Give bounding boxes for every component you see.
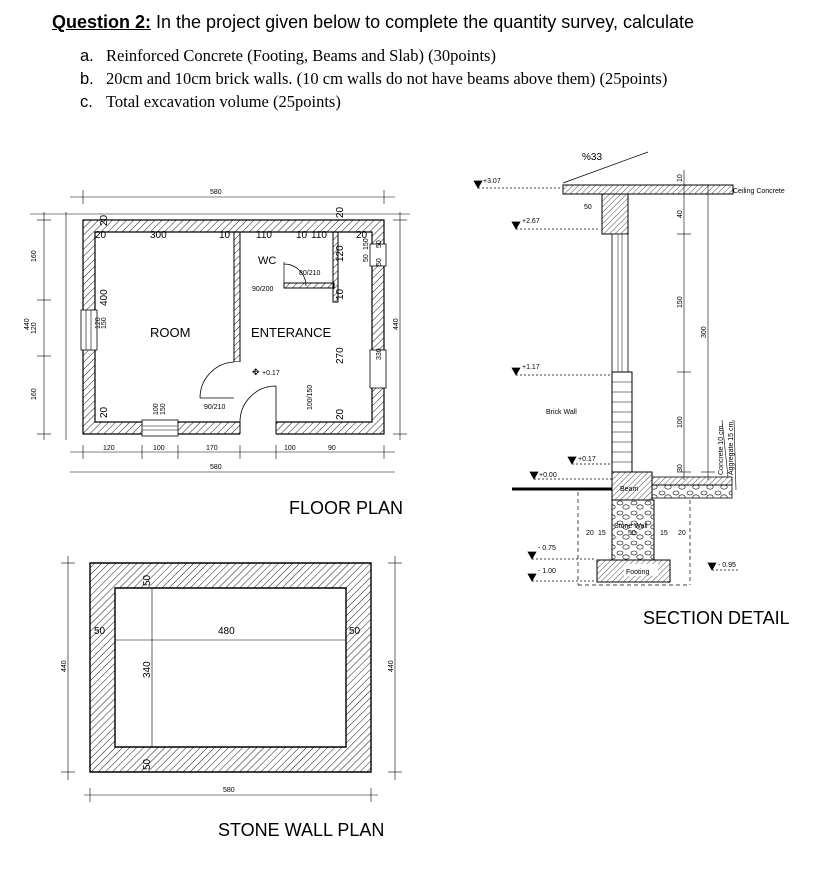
footing-label: Footing (626, 569, 650, 576)
dim-right-total: 440 (393, 318, 400, 330)
section-detail (474, 152, 790, 628)
ceiling-label: Ceiling Concrete (733, 188, 785, 195)
sec-dim-15b: 15 (660, 530, 668, 537)
wall-window (612, 234, 628, 372)
room-door-opening (233, 362, 241, 398)
stone-outer-h-right: 440 (388, 660, 395, 672)
sec-dim-50b: 50 (628, 530, 636, 537)
aggregate-label: Aggregate 15 cm. (728, 419, 735, 475)
left-window-sill: 150 (101, 317, 108, 329)
top-beam (602, 194, 628, 234)
dim-top-20b: 20 (356, 230, 368, 241)
stone-wall-plan (61, 556, 402, 840)
level-marker-icon: ✥ (252, 367, 260, 377)
floor-plan-title: FLOOR PLAN (289, 498, 404, 518)
sec-dim-20a: 20 (586, 530, 594, 537)
dim-inner-right-20b: 20 (335, 206, 346, 218)
brick-wall-label: Brick Wall (546, 409, 577, 416)
concrete-label: Concrete 10 cm. (718, 423, 725, 475)
text-c: Total excavation volume (25points) (106, 92, 341, 111)
stone-inner-w: 480 (218, 626, 235, 637)
sec-dim-20b: 20 (678, 530, 686, 537)
stone-wall-50-right: 50 (349, 626, 361, 637)
left-window-dim: 120 (95, 317, 102, 329)
right-window-dim: 100/150 (307, 384, 314, 410)
sec-dim-300: 300 (701, 326, 708, 338)
left-window (81, 310, 97, 350)
dim-right-50a: 50 (376, 240, 383, 248)
roof-slope-label: %33 (582, 152, 603, 163)
dim-right-330: 330 (376, 348, 383, 360)
ceiling-slab (563, 185, 733, 194)
dims-left (37, 212, 66, 440)
dim-left-inner-20b: 20 (99, 406, 110, 418)
entrance-label: ENTERANCE (251, 325, 332, 340)
door-80-210: 80/210 (299, 270, 321, 277)
stone-wall-50-bottom: 50 (142, 758, 153, 770)
wc-window-sill: 150 (363, 238, 370, 250)
floor-concrete (652, 477, 732, 485)
dim-top-total: 580 (210, 189, 222, 196)
stone-wall-label: Stone Wall (614, 523, 648, 530)
dim-bottom-100b: 100 (284, 445, 296, 452)
marker-c: c. (80, 93, 93, 111)
level-095: - 0.95 (718, 562, 736, 569)
question-intro: In the project given below to complete the quantity survey, calculate (151, 12, 694, 32)
text-b: 20cm and 10cm brick walls. (10 cm walls do not have beams above them) (25points) (106, 69, 668, 88)
stone-wall-50-left: 50 (94, 626, 106, 637)
stone-outer-h-left: 440 (61, 660, 68, 672)
dim-right-50b: 50 (376, 258, 383, 266)
level-075: - 0.75 (538, 545, 556, 552)
level-100: - 1.00 (538, 568, 556, 575)
room-label: ROOM (150, 325, 191, 340)
stone-outer-w: 580 (223, 787, 235, 794)
partition-wall-room (234, 232, 240, 362)
dim-top-10: 10 (219, 230, 231, 241)
wc-window-dim: 50 (363, 254, 370, 262)
dims-bottom (70, 445, 395, 472)
entrance-door-swing (240, 386, 276, 422)
marker-a: a. (80, 47, 94, 65)
floor-level: +0.17 (262, 370, 280, 377)
sec-dim-100: 100 (677, 416, 684, 428)
floor-plan (24, 189, 410, 518)
sec-dim-30: 30 (677, 464, 684, 472)
stone-wall-plan-title: STONE WALL PLAN (218, 820, 385, 840)
dim-left-120: 120 (31, 322, 38, 334)
dim-left-total: 440 (24, 318, 31, 330)
entrance-door-opening (240, 420, 276, 436)
dim-bottom-total: 580 (210, 464, 222, 471)
partition-wall-wc (284, 283, 334, 288)
wc-label: WC (258, 255, 277, 267)
dim-top-110b: 110 (311, 230, 327, 241)
sec-dim-50: 50 (584, 204, 592, 211)
section-detail-title: SECTION DETAIL (643, 608, 790, 628)
level-000: +0.00 (539, 472, 557, 479)
dim-left-inner-20a: 20 (99, 214, 110, 226)
dim-inner-right-120: 120 (335, 245, 346, 262)
sec-dim-10: 10 (677, 174, 684, 182)
dim-inner-right-10: 10 (335, 288, 346, 300)
text-a: Reinforced Concrete (Footing, Beams and Slab) (30points) (106, 46, 496, 65)
roof-slope-line (563, 152, 648, 183)
sec-dim-40: 40 (677, 210, 684, 218)
level-017: +0.17 (578, 456, 596, 463)
dim-inner-right-20a: 20 (335, 408, 346, 420)
level-267: +2.67 (522, 218, 540, 225)
dim-bottom-120: 120 (103, 445, 115, 452)
bottom-window-sill: 150 (160, 403, 167, 415)
dim-top-20: 20 (95, 230, 107, 241)
level-markers (474, 181, 740, 581)
room-door-swing (200, 362, 234, 398)
level-top: +3.07 (483, 178, 501, 185)
door-90-200: 90/200 (252, 286, 274, 293)
dim-bottom-170: 170 (206, 445, 218, 452)
dim-bottom-100: 100 (153, 445, 165, 452)
door-90-210: 90/210 (204, 404, 226, 411)
stone-wall-50-top: 50 (142, 574, 153, 586)
dim-left-inner-400: 400 (99, 289, 110, 306)
dim-inner-right-270: 270 (335, 347, 346, 364)
question-title: Question 2: (52, 12, 152, 32)
dim-top-10b: 10 (296, 230, 308, 241)
marker-b: b. (80, 70, 94, 88)
dim-left-160a: 160 (31, 250, 38, 262)
bottom-window (142, 420, 178, 436)
dim-top-300: 300 (150, 230, 167, 241)
stone-inner-h: 340 (142, 661, 153, 678)
beam-label: Beam (620, 486, 639, 493)
dim-top-110a: 110 (256, 230, 272, 241)
level-117: +1.17 (522, 364, 540, 371)
stone-wall-band (90, 563, 371, 772)
sec-dim-150: 150 (677, 296, 684, 308)
bottom-window-dim: 100 (153, 403, 160, 415)
floor-aggregate (652, 485, 732, 498)
sec-dim-15a: 15 (598, 530, 606, 537)
dim-bottom-90: 90 (328, 445, 336, 452)
dim-left-160b: 160 (31, 388, 38, 400)
